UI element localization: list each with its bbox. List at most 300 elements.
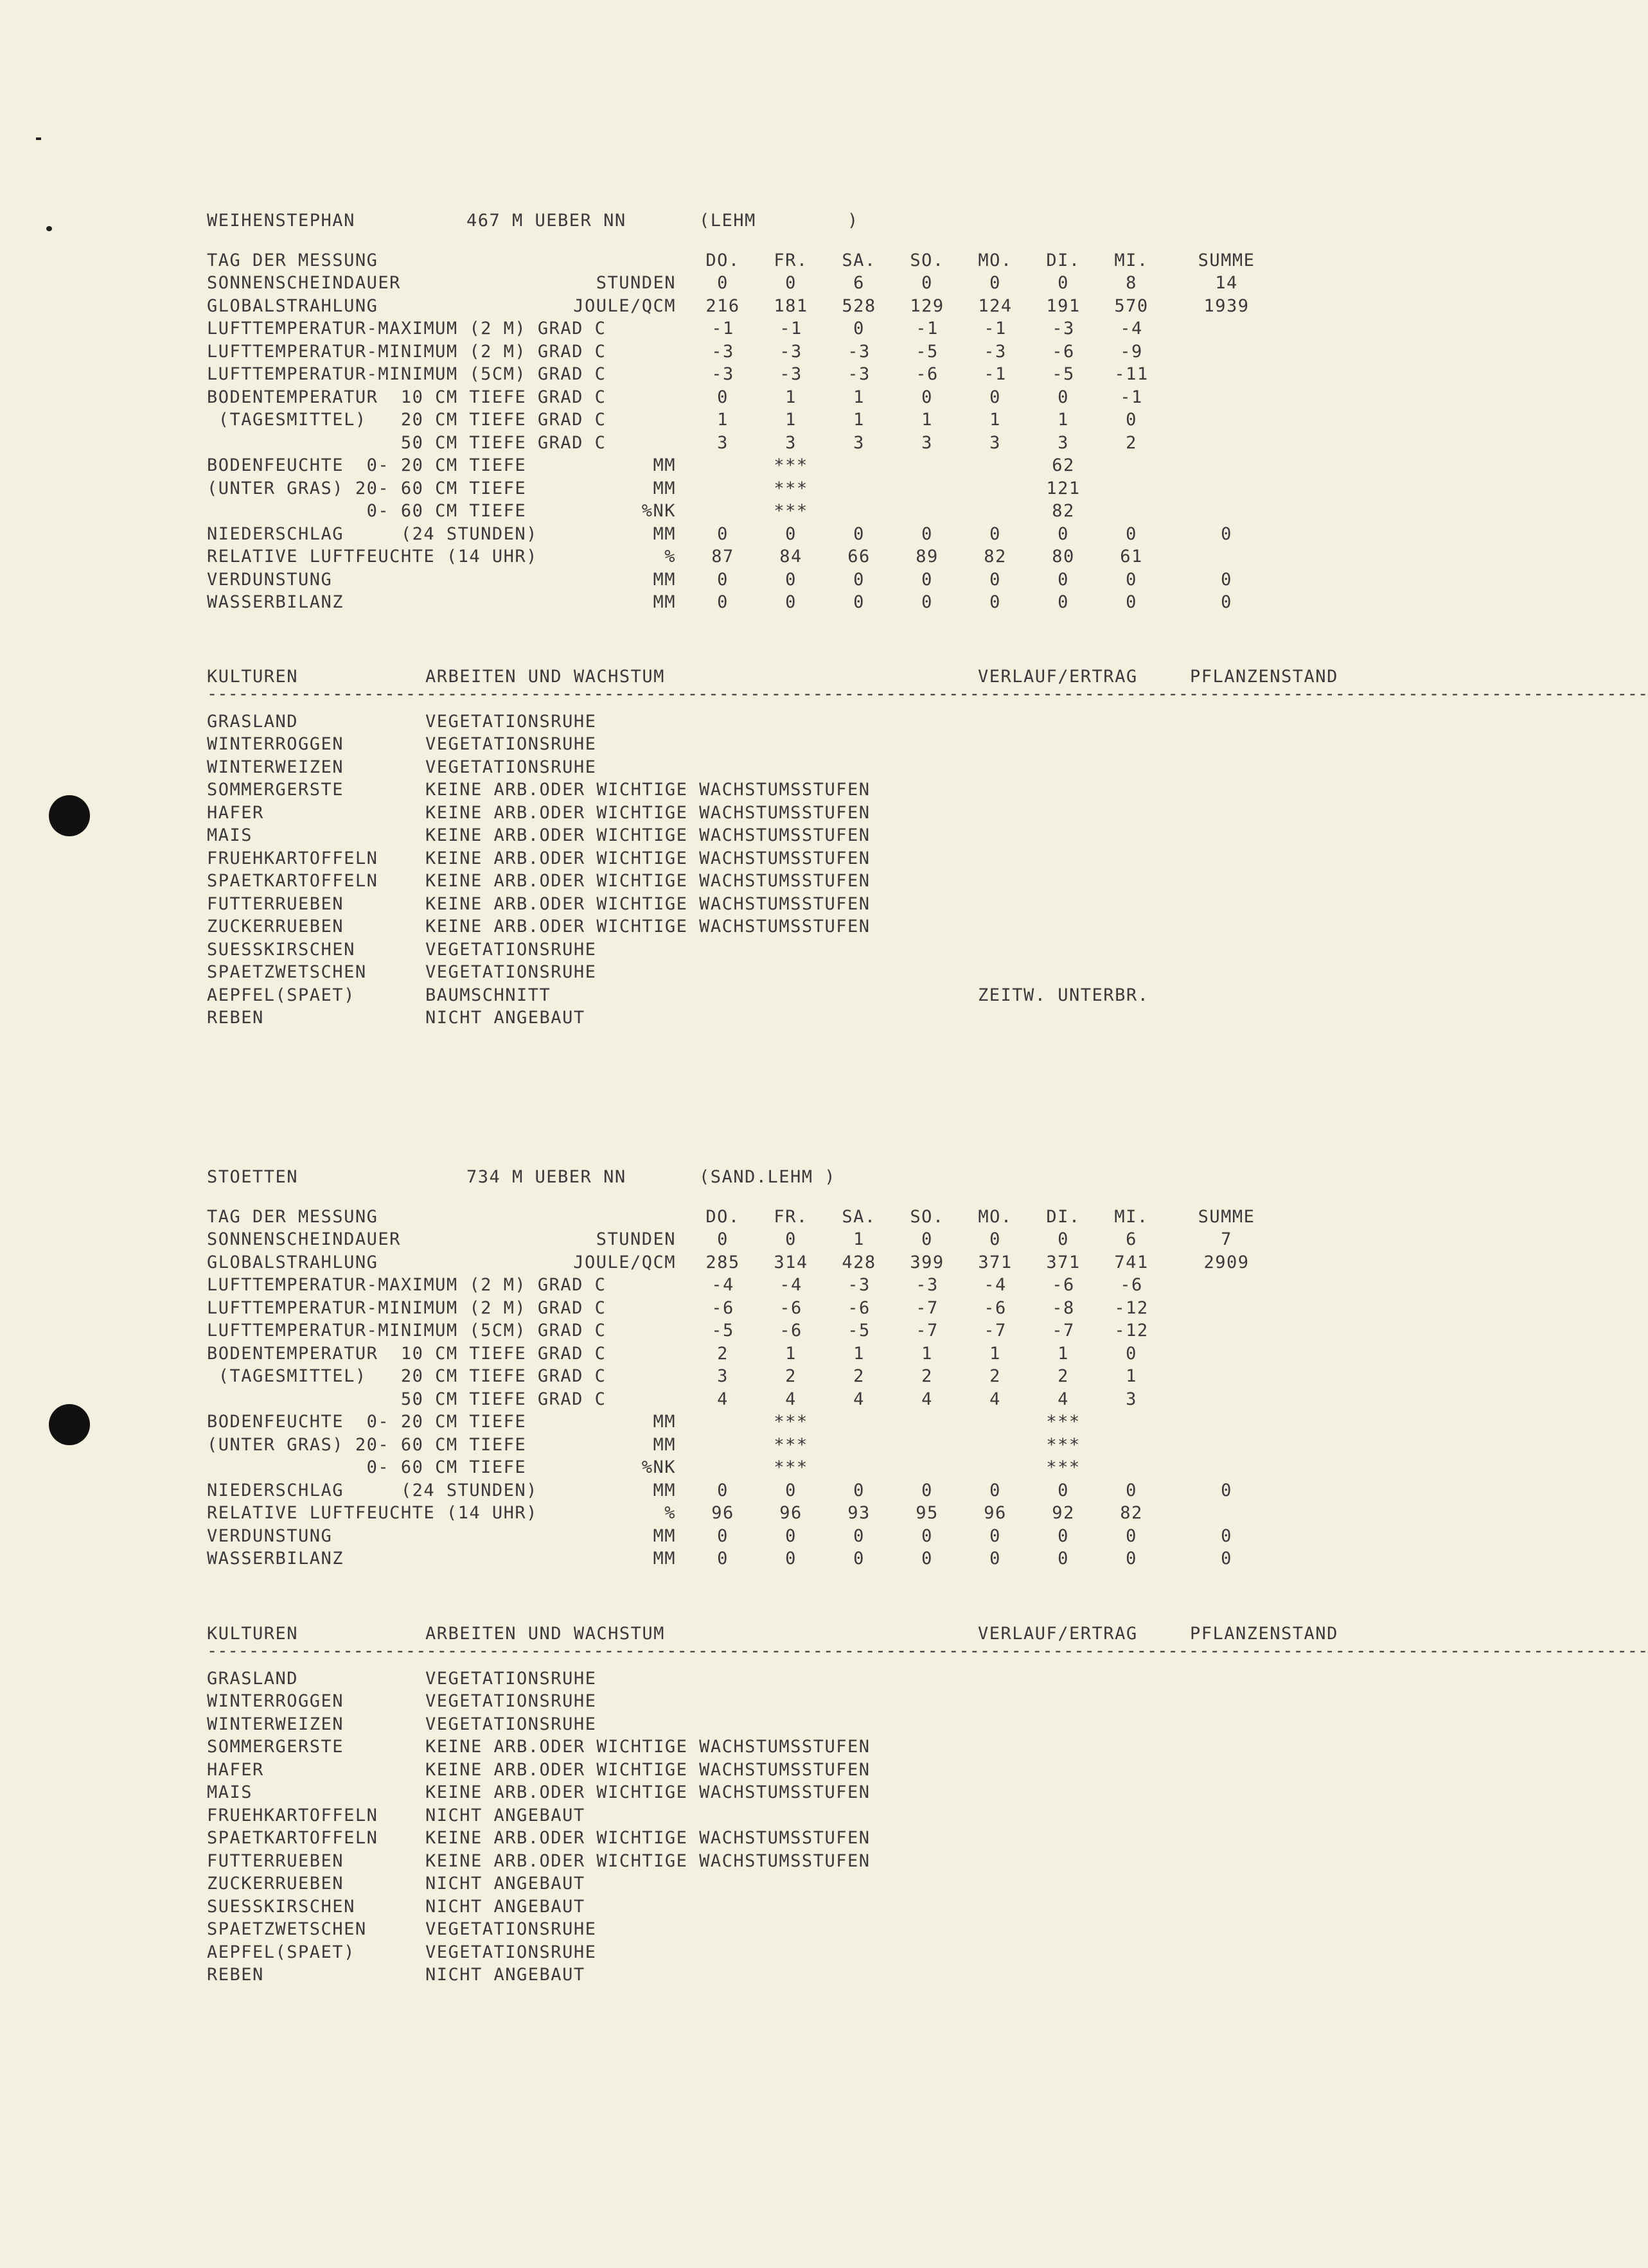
header-arbeiten: ARBEITEN UND WACHSTUM — [425, 667, 665, 687]
crop-work: NICHT ANGEBAUT — [425, 1008, 585, 1028]
day-value: *** — [1046, 1434, 1081, 1455]
day-value: 0 — [717, 1525, 729, 1546]
crop-verlauf — [978, 1918, 1190, 1941]
day-value — [961, 1456, 1029, 1479]
crop-work: KEINE ARB.ODER WICHTIGE WACHSTUMSSTUFEN — [425, 1737, 871, 1757]
day-value: 0 — [921, 387, 933, 407]
crop-list — [207, 710, 1428, 1030]
day-value: 2 — [1058, 1366, 1069, 1386]
crop-verlauf — [978, 847, 1190, 870]
day-value: 0 — [1058, 592, 1069, 612]
dashed-rule: ------------------------------------------------------------------------------------------------------------------------------------------ — [207, 1640, 1648, 1661]
day-value: -3 — [779, 341, 802, 362]
day-value: 8 — [1126, 273, 1137, 293]
crop-verlauf — [978, 1736, 1190, 1759]
day-value: -3 — [984, 341, 1007, 362]
day-value: 96 — [779, 1503, 802, 1523]
crop-stand — [1190, 1895, 1402, 1919]
day-value: 4 — [921, 1389, 933, 1409]
row-unit: MM — [653, 1525, 676, 1546]
day-value: 82 — [984, 547, 1007, 567]
day-value: 92 — [1052, 1503, 1075, 1523]
day-value: 3 — [1058, 432, 1069, 453]
crop-name: SPAETKARTOFFELN — [207, 1828, 378, 1848]
day-value: -6 — [711, 1297, 734, 1318]
sum-value: 0 — [1221, 569, 1232, 590]
day-value: -12 — [1114, 1297, 1149, 1318]
day-value: 1 — [921, 410, 933, 430]
day-value: -7 — [916, 1321, 939, 1341]
crop-name: SOMMERGERSTE — [207, 1737, 344, 1757]
row-unit: STUNDEN — [596, 1229, 676, 1249]
day-value: 66 — [847, 547, 871, 567]
day-value: 0 — [717, 569, 729, 590]
crop-name: HAFER — [207, 802, 264, 823]
day-value: 0 — [989, 1549, 1001, 1569]
day-value: DI. — [1046, 250, 1081, 270]
crop-work: VEGETATIONSRUHE — [425, 1691, 597, 1711]
sum-value — [1165, 363, 1288, 386]
day-value: 4 — [1058, 1389, 1069, 1409]
day-value — [689, 454, 757, 477]
day-value: *** — [774, 1434, 808, 1455]
crop-verlauf — [978, 915, 1190, 938]
day-value: 0 — [717, 1480, 729, 1500]
crop-work: KEINE ARB.ODER WICHTIGE WACHSTUMSSTUFEN — [425, 802, 871, 823]
day-value — [893, 500, 961, 523]
sum-value — [1165, 1411, 1288, 1434]
day-value: 0 — [853, 523, 865, 544]
crop-stand — [1190, 733, 1402, 756]
sum-value — [1165, 1274, 1288, 1297]
day-value — [1097, 1411, 1165, 1434]
crop-name: WINTERROGGEN — [207, 1691, 344, 1711]
crop-stand — [1190, 1759, 1402, 1782]
row-unit — [563, 1342, 689, 1366]
row-label: SONNENSCHEINDAUER — [207, 273, 401, 293]
day-value: 3 — [1126, 1389, 1137, 1409]
day-value: -3 — [1052, 319, 1075, 338]
day-value — [893, 454, 961, 477]
sum-value — [1165, 1342, 1288, 1366]
row-label: VERDUNSTUNG — [207, 1525, 333, 1546]
day-value — [893, 1456, 961, 1479]
sum-value — [1165, 1365, 1288, 1388]
day-value: 4 — [853, 1389, 865, 1409]
crop-stand — [1190, 1690, 1402, 1713]
crop-verlauf — [978, 1872, 1190, 1895]
header-verlauf: VERLAUF/ERTRAG — [978, 667, 1138, 687]
sum-value — [1165, 1434, 1288, 1457]
day-value: 0 — [1126, 1525, 1137, 1546]
day-value: -1 — [916, 319, 939, 338]
day-value — [893, 1434, 961, 1457]
row-label: NIEDERSCHLAG (24 STUNDEN) — [207, 523, 538, 544]
row-unit — [563, 340, 689, 364]
day-value: 0 — [785, 1480, 797, 1500]
day-value: 285 — [705, 1252, 740, 1272]
crop-work: VEGETATIONSRUHE — [425, 734, 597, 754]
day-value: 528 — [842, 295, 876, 316]
day-value: -4 — [711, 1275, 734, 1295]
day-value: 96 — [984, 1503, 1007, 1523]
crop-stand — [1190, 778, 1402, 802]
day-value — [825, 454, 893, 477]
row-unit: MM — [653, 455, 676, 475]
day-value: 0 — [1126, 1343, 1137, 1364]
crop-row — [207, 802, 1428, 825]
day-value: 2 — [853, 1366, 865, 1386]
row-label: RELATIVE LUFTFEUCHTE (14 UHR) — [207, 1503, 538, 1523]
crop-stand — [1190, 1941, 1402, 1964]
day-value: 1 — [785, 387, 797, 407]
row-label: GLOBALSTRAHLUNG — [207, 1252, 378, 1272]
day-value: -1 — [1120, 387, 1143, 407]
crop-verlauf: ZEITW. UNTERBR. — [978, 985, 1149, 1005]
crop-row — [207, 984, 1428, 1007]
crop-name: SPAETZWETSCHEN — [207, 962, 367, 982]
day-value: 0 — [1058, 387, 1069, 407]
crop-row — [207, 893, 1428, 916]
day-value: -4 — [984, 1275, 1007, 1295]
day-value — [961, 454, 1029, 477]
crop-name: REBEN — [207, 1965, 264, 1985]
row-label: LUFTTEMPERATUR-MINIMUM (2 M) GRAD C — [207, 341, 607, 362]
crop-work: KEINE ARB.ODER WICHTIGE WACHSTUMSSTUFEN — [425, 893, 871, 914]
crop-row — [207, 1667, 1428, 1691]
crop-name: GRASLAND — [207, 1668, 299, 1689]
day-value: -12 — [1114, 1321, 1149, 1341]
day-value: -3 — [916, 1275, 939, 1295]
day-value: 96 — [711, 1503, 734, 1523]
day-value: 399 — [910, 1252, 944, 1272]
day-value — [1097, 1456, 1165, 1479]
day-value — [689, 1456, 757, 1479]
crop-work: VEGETATIONSRUHE — [425, 711, 597, 732]
day-value — [825, 477, 893, 500]
day-value: 3 — [785, 432, 797, 453]
day-value — [825, 1456, 893, 1479]
day-value — [893, 477, 961, 500]
crop-work: VEGETATIONSRUHE — [425, 962, 597, 982]
crop-work: NICHT ANGEBAUT — [425, 1805, 585, 1825]
sum-value — [1165, 1502, 1288, 1525]
day-value: 0 — [1126, 592, 1137, 612]
day-value — [825, 500, 893, 523]
sum-value: SUMME — [1198, 250, 1255, 270]
day-value: 0 — [717, 592, 729, 612]
row-label: (UNTER GRAS) 20- 60 CM TIEFE — [207, 1434, 527, 1455]
row-unit — [563, 1297, 689, 1320]
row-label: NIEDERSCHLAG (24 STUNDEN) — [207, 1480, 538, 1500]
day-value: *** — [774, 501, 808, 521]
day-value: 84 — [779, 547, 802, 567]
sum-value — [1165, 1297, 1288, 1320]
row-label: 50 CM TIEFE GRAD C — [207, 432, 607, 453]
day-value: 2 — [785, 1366, 797, 1386]
day-value: 3 — [853, 432, 865, 453]
crop-verlauf — [978, 824, 1190, 847]
day-value: 0 — [989, 1229, 1001, 1249]
crop-row — [207, 1781, 1428, 1804]
day-value: 1 — [785, 1343, 797, 1364]
row-unit — [563, 317, 689, 340]
sum-value — [1165, 454, 1288, 477]
row-label: TAG DER MESSUNG — [207, 250, 378, 270]
day-value: 0 — [1058, 1525, 1069, 1546]
day-value: 3 — [717, 1366, 729, 1386]
sum-value: 7 — [1221, 1229, 1232, 1249]
crop-verlauf — [978, 1941, 1190, 1964]
crop-verlauf — [978, 756, 1190, 779]
crop-stand — [1190, 1804, 1402, 1827]
day-value: 3 — [717, 432, 729, 453]
sum-value — [1165, 1319, 1288, 1342]
crop-stand — [1190, 938, 1402, 962]
sum-value — [1165, 386, 1288, 409]
crop-row — [207, 938, 1428, 962]
crop-verlauf — [978, 1827, 1190, 1850]
day-value — [1097, 1434, 1165, 1457]
day-value: 0 — [1126, 410, 1137, 430]
sum-value: 0 — [1221, 523, 1232, 544]
crop-row — [207, 733, 1428, 756]
crop-stand — [1190, 824, 1402, 847]
row-unit — [563, 386, 689, 409]
crop-verlauf — [978, 1895, 1190, 1919]
day-value — [1097, 500, 1165, 523]
row-unit: JOULE/QCM — [573, 1252, 676, 1272]
crop-row — [207, 1895, 1428, 1919]
crop-row — [207, 710, 1428, 734]
day-value: SA. — [842, 250, 876, 270]
day-value: DI. — [1046, 1206, 1081, 1227]
day-value: 0 — [1126, 569, 1137, 590]
crop-name: MAIS — [207, 1782, 253, 1802]
day-value: FR. — [774, 250, 808, 270]
sum-value — [1165, 545, 1288, 568]
crop-verlauf — [978, 733, 1190, 756]
day-value — [893, 1411, 961, 1434]
day-value: -6 — [1120, 1275, 1143, 1295]
measurement-table — [207, 249, 1428, 614]
row-label: LUFTTEMPERATUR-MAXIMUM (2 M) GRAD C — [207, 319, 607, 338]
day-value: -3 — [711, 364, 734, 384]
row-label: LUFTTEMPERATUR-MINIMUM (5CM) GRAD C — [207, 1321, 607, 1341]
row-unit: %NK — [641, 501, 676, 521]
row-label: BODENTEMPERATUR 10 CM TIEFE GRAD C — [207, 1343, 607, 1364]
crop-work: NICHT ANGEBAUT — [425, 1874, 585, 1894]
day-value: 0 — [785, 1549, 797, 1569]
header-verlauf: VERLAUF/ERTRAG — [978, 1624, 1138, 1644]
row-label: 0- 60 CM TIEFE — [207, 1457, 527, 1477]
day-value: 0 — [853, 592, 865, 612]
day-value — [689, 1411, 757, 1434]
day-value: 82 — [1120, 1503, 1143, 1523]
crop-name: WINTERWEIZEN — [207, 757, 344, 777]
day-value: -6 — [1052, 1275, 1075, 1295]
crop-name: FRUEHKARTOFFELN — [207, 1805, 378, 1825]
day-value — [689, 477, 757, 500]
row-unit — [563, 363, 689, 386]
day-value: -3 — [779, 364, 802, 384]
sum-value — [1165, 1388, 1288, 1411]
row-label: (UNTER GRAS) 20- 60 CM TIEFE — [207, 478, 527, 498]
day-value: -5 — [1052, 364, 1075, 384]
day-value: 0 — [989, 569, 1001, 590]
day-value: -1 — [711, 319, 734, 338]
measurement-table — [207, 1206, 1428, 1570]
crop-work: VEGETATIONSRUHE — [425, 1714, 597, 1734]
day-value: 0 — [1058, 1229, 1069, 1249]
station-name: WEIHENSTEPHAN — [207, 211, 355, 231]
crop-name: SPAETZWETSCHEN — [207, 1919, 367, 1939]
crop-row — [207, 1964, 1428, 1987]
day-value: -6 — [847, 1297, 871, 1318]
crop-row — [207, 778, 1428, 802]
row-unit: MM — [653, 1480, 676, 1500]
day-value: -1 — [984, 319, 1007, 338]
crop-work: KEINE ARB.ODER WICHTIGE WACHSTUMSSTUFEN — [425, 825, 871, 845]
day-value — [1097, 454, 1165, 477]
crop-row — [207, 1918, 1428, 1941]
day-value: 6 — [853, 273, 865, 293]
day-value: SA. — [842, 1206, 876, 1227]
crop-work: VEGETATIONSRUHE — [425, 1668, 597, 1689]
day-value: 2 — [989, 1366, 1001, 1386]
day-value: -1 — [779, 319, 802, 338]
day-value: 0 — [785, 1525, 797, 1546]
crop-row — [207, 1736, 1428, 1759]
crop-work: KEINE ARB.ODER WICHTIGE WACHSTUMSSTUFEN — [425, 871, 871, 891]
crop-work: BAUMSCHNITT — [425, 985, 551, 1005]
day-value: MI. — [1114, 250, 1149, 270]
day-value: 0 — [717, 387, 729, 407]
row-unit: MM — [653, 523, 676, 544]
day-value: -7 — [984, 1321, 1007, 1341]
crop-work: NICHT ANGEBAUT — [425, 1896, 585, 1917]
day-value: 428 — [842, 1252, 876, 1272]
day-value: 0 — [785, 1229, 797, 1249]
crop-verlauf — [978, 870, 1190, 893]
day-value: 1 — [785, 410, 797, 430]
crop-stand — [1190, 1667, 1402, 1691]
day-value: FR. — [774, 1206, 808, 1227]
crop-work: VEGETATIONSRUHE — [425, 1919, 597, 1939]
crop-name: WINTERWEIZEN — [207, 1714, 344, 1734]
crop-stand — [1190, 1781, 1402, 1804]
day-value: 0 — [785, 273, 797, 293]
day-value: -6 — [779, 1297, 802, 1318]
day-value — [961, 477, 1029, 500]
sum-value — [1165, 1456, 1288, 1479]
day-value: 0 — [785, 523, 797, 544]
day-value: MO. — [978, 1206, 1013, 1227]
day-value: -5 — [711, 1321, 734, 1341]
sum-value: SUMME — [1198, 1206, 1255, 1227]
sum-value — [1165, 340, 1288, 364]
row-unit: % — [664, 1503, 676, 1523]
crop-name: SUESSKIRSCHEN — [207, 939, 355, 960]
day-value: 1 — [853, 410, 865, 430]
day-value — [689, 500, 757, 523]
day-value: -1 — [984, 364, 1007, 384]
row-label: LUFTTEMPERATUR-MINIMUM (5CM) GRAD C — [207, 364, 607, 384]
station-soil: (SAND.LEHM ) — [699, 1167, 837, 1187]
header-pflanzenstand: PFLANZENSTAND — [1190, 667, 1338, 687]
crop-name: FRUEHKARTOFFELN — [207, 848, 378, 868]
day-value: 0 — [989, 592, 1001, 612]
day-value — [961, 1434, 1029, 1457]
day-value: 216 — [705, 295, 740, 316]
sum-value — [1165, 317, 1288, 340]
crop-verlauf — [978, 1667, 1190, 1691]
day-value: -7 — [1052, 1321, 1075, 1341]
crop-verlauf — [978, 1007, 1190, 1030]
day-value: 0 — [853, 1549, 865, 1569]
crop-stand — [1190, 1918, 1402, 1941]
header-pflanzenstand: PFLANZENSTAND — [1190, 1624, 1338, 1644]
crop-name: FUTTERRUEBEN — [207, 893, 344, 914]
day-value: 0 — [717, 523, 729, 544]
row-unit — [563, 1274, 689, 1297]
day-value: -11 — [1114, 364, 1149, 384]
crop-verlauf — [978, 1964, 1190, 1987]
crop-name: ZUCKERRUEBEN — [207, 1874, 344, 1894]
day-value: 2 — [1126, 432, 1137, 453]
day-value — [689, 1434, 757, 1457]
crop-row — [207, 961, 1428, 984]
punch-hole — [49, 1404, 90, 1445]
crop-row — [207, 1713, 1428, 1736]
sum-value: 0 — [1221, 1480, 1232, 1500]
sum-value: 0 — [1221, 1525, 1232, 1546]
day-value: 1 — [1126, 1366, 1137, 1386]
crop-work: VEGETATIONSRUHE — [425, 939, 597, 960]
crop-name: ZUCKERRUEBEN — [207, 917, 344, 936]
sum-value — [1165, 409, 1288, 432]
station-header — [207, 209, 1428, 233]
crop-verlauf — [978, 778, 1190, 802]
crop-name: REBEN — [207, 1008, 264, 1028]
crop-stand — [1190, 756, 1402, 779]
station-name: STOETTEN — [207, 1167, 299, 1187]
day-value: 0 — [1058, 569, 1069, 590]
day-value: 1 — [853, 1343, 865, 1364]
crop-row — [207, 847, 1428, 870]
day-value: 741 — [1114, 1252, 1149, 1272]
day-value: 95 — [916, 1503, 939, 1523]
speck — [36, 137, 41, 140]
day-value: 0 — [1058, 523, 1069, 544]
crop-name: SPAETKARTOFFELN — [207, 871, 378, 891]
header-arbeiten: ARBEITEN UND WACHSTUM — [425, 1624, 665, 1644]
crop-row — [207, 756, 1428, 779]
day-value: 1 — [1058, 1343, 1069, 1364]
day-value: 6 — [1126, 1229, 1137, 1249]
station-header — [207, 1166, 1428, 1189]
row-label: WASSERBILANZ — [207, 592, 344, 612]
day-value: 0 — [853, 319, 865, 338]
day-value: DO. — [705, 1206, 740, 1227]
crop-work: KEINE ARB.ODER WICHTIGE WACHSTUMSSTUFEN — [425, 848, 871, 868]
day-value: *** — [1046, 1457, 1081, 1477]
day-value: 2 — [921, 1366, 933, 1386]
day-value: 0 — [921, 569, 933, 590]
day-value: *** — [774, 1412, 808, 1432]
station-block — [207, 209, 1428, 614]
day-value: 89 — [916, 547, 939, 567]
